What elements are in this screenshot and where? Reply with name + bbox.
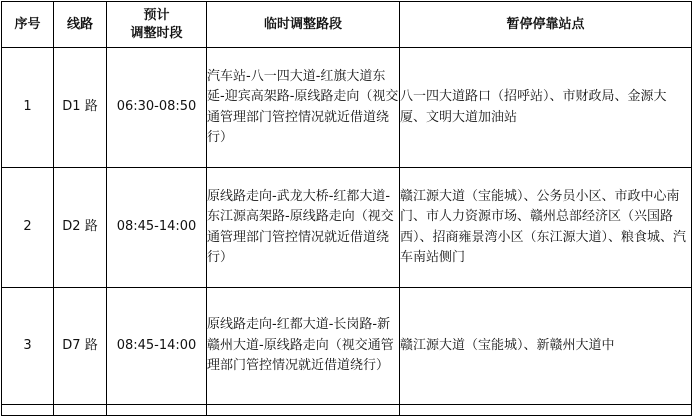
header-stops: 暂停停靠站点: [400, 2, 692, 48]
cell-time: 08:45-14:00: [107, 288, 207, 405]
cell-stops: 八一四大道路口（招呼站）、市财政局、金源大厦、文明大道加油站: [400, 48, 692, 168]
cell-line: D2 路: [54, 168, 107, 288]
cell-seq: 3: [2, 288, 54, 405]
header-time-line1: 预计: [143, 7, 170, 23]
route-adjustment-table: [1, 1, 692, 416]
cell-empty: [2, 405, 54, 416]
cell-empty: [400, 405, 692, 416]
cell-time: 06:30-08:50: [107, 48, 207, 168]
header-line: 线路: [54, 2, 107, 48]
header-time: [107, 2, 207, 48]
cell-stops: 赣江源大道（宝能城）、新赣州大道中: [400, 288, 692, 405]
cell-line: D1 路: [54, 48, 107, 168]
cell-empty: [207, 405, 400, 416]
cell-stops: 赣江源大道（宝能城）、公务员小区、市政中心南门、市人力资源市场、赣州总部经济区（兴国路西）、招商雍景湾小区（东江源大道）、粮食城、汽车南站侧门: [400, 168, 692, 288]
table-header-row: [2, 2, 692, 48]
cell-seq: 1: [2, 48, 54, 168]
cell-seq: 2: [2, 168, 54, 288]
cell-path: 原线路走向-武龙大桥-红都大道-东江源高架路-原线路走向（视交通管理部门管控情况就近借道绕行）: [207, 168, 400, 288]
cell-path: 原线路走向-红都大道-长岗路-新赣州大道-原线路走向（视交通管理部门管控情况就近借道绕行）: [207, 288, 400, 405]
table-row: [2, 288, 692, 405]
header-time-line2: 调整时段: [130, 25, 183, 41]
table-row-partial: [2, 405, 692, 416]
header-path: 临时调整路段: [207, 2, 400, 48]
cell-path: 汽车站-八一四大道-红旗大道东延-迎宾高架路-原线路走向（视交通管理部门管控情况就近借道绕行）: [207, 48, 400, 168]
cell-empty: [54, 405, 107, 416]
cell-time: 08:45-14:00: [107, 168, 207, 288]
cell-line: D7 路: [54, 288, 107, 405]
table-row: [2, 168, 692, 288]
header-seq: 序号: [2, 2, 54, 48]
table-row: [2, 48, 692, 168]
cell-empty: [107, 405, 207, 416]
